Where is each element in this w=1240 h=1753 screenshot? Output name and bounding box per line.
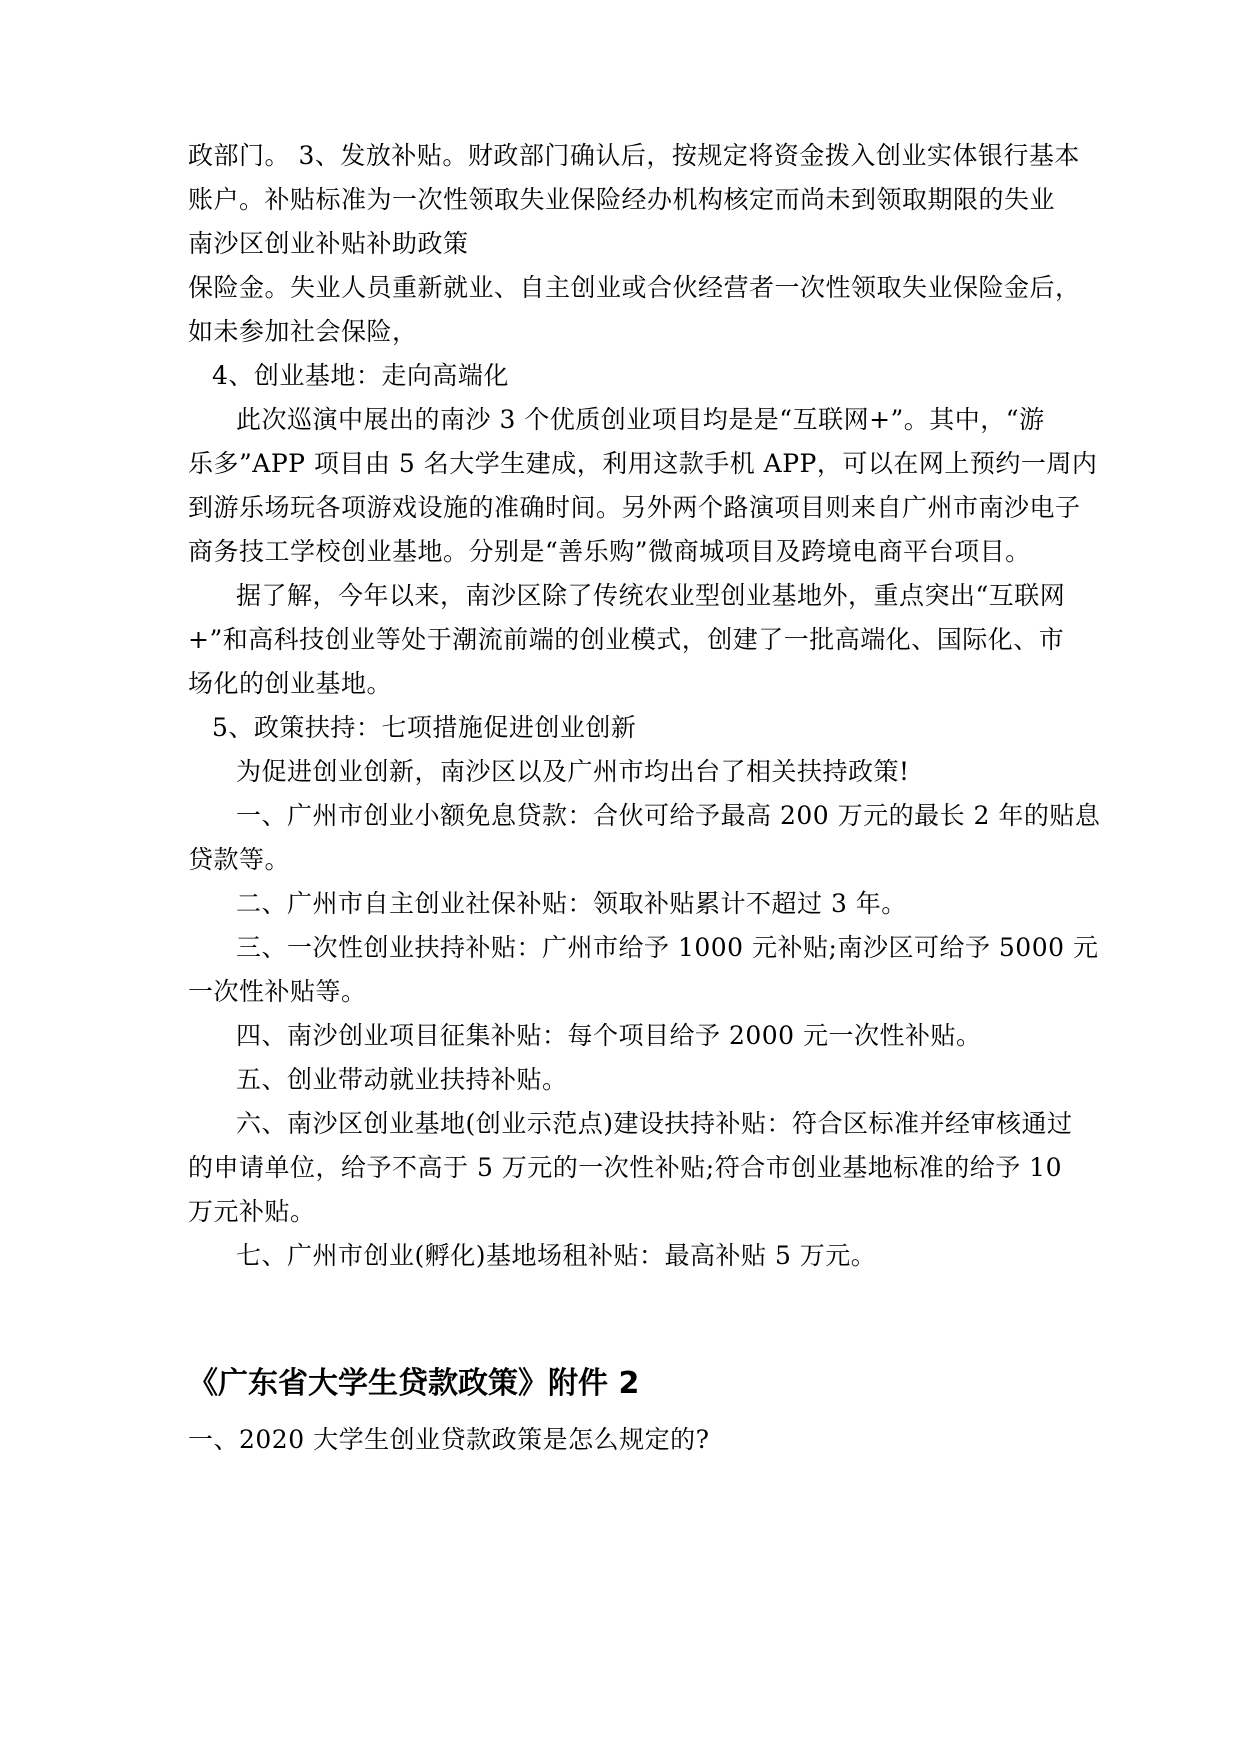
body-line: 场化的创业基地。 bbox=[188, 669, 393, 698]
list-item: 二、广州市自主创业社保补贴：领取补贴累计不超过 3 年。 bbox=[236, 889, 907, 918]
list-item: 七、广州市创业(孵化)基地场租补贴：最高补贴 5 万元。 bbox=[236, 1241, 877, 1270]
body-line: 此次巡演中展出的南沙 3 个优质创业项目均是是“互联网+”。其中，“游 bbox=[236, 405, 1045, 434]
body-line: 为促进创业创新，南沙区以及广州市均出台了相关扶持政策! bbox=[236, 757, 910, 786]
body-line: 保险金。失业人员重新就业、自主创业或合伙经营者一次性领取失业保险金后， bbox=[188, 273, 1081, 302]
body-line: 南沙区创业补贴补助政策 bbox=[188, 229, 469, 258]
body-line: 如未参加社会保险， bbox=[188, 317, 418, 346]
body-line: 乐多”APP 项目由 5 名大学生建成，利用这款手机 APP，可以在网上预约一周内 bbox=[188, 449, 1098, 478]
body-line: 贷款等。 bbox=[188, 845, 291, 874]
body-line: 的申请单位，给予不高于 5 万元的一次性补贴;符合市创业基地标准的给予 10 bbox=[188, 1153, 1062, 1182]
list-item: 六、南沙区创业基地(创业示范点)建设扶持补贴：符合区标准并经审核通过 bbox=[236, 1109, 1073, 1138]
attachment-heading: 《广东省大学生贷款政策》附件 2 bbox=[188, 1366, 640, 1401]
list-item: 五、创业带动就业扶持补贴。 bbox=[236, 1065, 568, 1094]
body-line: 到游乐场玩各项游戏设施的准确时间。另外两个路演项目则来自广州市南沙电子 bbox=[188, 493, 1081, 522]
body-line: 政部门。 3、发放补贴。财政部门确认后，按规定将资金拨入创业实体银行基本 bbox=[188, 141, 1080, 170]
attachment-question: 一、2020 大学生创业贷款政策是怎么规定的? bbox=[188, 1425, 710, 1454]
list-item: 三、一次性创业扶持补贴：广州市给予 1000 元补贴;南沙区可给予 5000 元 bbox=[236, 933, 1099, 962]
body-line: 商务技工学校创业基地。分别是“善乐购”微商城项目及跨境电商平台项目。 bbox=[188, 537, 1031, 566]
body-line: +”和高科技创业等处于潮流前端的创业模式，创建了一批高端化、国际化、市 bbox=[188, 625, 1065, 654]
list-item: 四、南沙创业项目征集补贴：每个项目给予 2000 元一次性补贴。 bbox=[236, 1021, 982, 1050]
list-item: 一、广州市创业小额免息贷款：合伙可给予最高 200 万元的最长 2 年的贴息 bbox=[236, 801, 1101, 830]
body-line: 一次性补贴等。 bbox=[188, 977, 367, 1006]
body-line: 账户。补贴标准为一次性领取失业保险经办机构核定而尚未到领取期限的失业 bbox=[188, 185, 1056, 214]
section-heading: 4、创业基地：走向高端化 bbox=[212, 361, 509, 390]
body-line: 据了解，今年以来，南沙区除了传统农业型创业基地外，重点突出“互联网 bbox=[236, 581, 1066, 610]
body-line: 万元补贴。 bbox=[188, 1197, 316, 1226]
section-heading: 5、政策扶持：七项措施促进创业创新 bbox=[212, 713, 637, 742]
